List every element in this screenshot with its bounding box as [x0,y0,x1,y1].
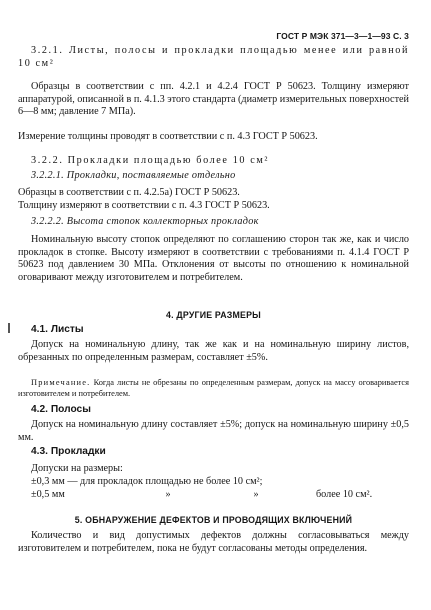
clause-3-2-1-measure: Измерение толщины проводят в соответствии с п. 4.3 ГОСТ Р 50623. [18,131,318,142]
note-text: Когда листы не обрезаны по определенным размерам, допуск на массу оговаривается изготовителем и потребителем. [18,378,410,398]
clause-3-2-2-title: 3.2.2. Прокладки площадью более 10 см² [31,155,270,166]
clause-4-3-lead: Допуски на размеры: [31,463,123,474]
clause-4-3-title [18,446,409,459]
section-4-heading: 4. ДРУГИЕ РАЗМЕРЫ [166,310,261,320]
clause-4-3-row-2 [18,489,409,502]
clause-3-2-2-1-title: 3.2.2.1. Прокладки, поставляемые отдельно [31,170,236,181]
row-2-area: более 10 см². [316,489,373,500]
clause-3-2-2-2-title: 3.2.2.2. Высота стопок коллекторных прокладок [31,216,259,227]
clause-4-1-text: Допуск на номинальную длину, так же как и на номинальную ширину листов, обрезанных по определенным размерам, составляет ±5%. [18,339,409,363]
clause-4-3-label: 4.3. Прокладки [31,446,106,457]
clause-3-2-1-title: 3.2.1. Листы, полосы и прокладки площадью менее или равной 10 см² [18,45,409,69]
clause-4-1-note [18,378,409,399]
note-label: Примечание. [31,378,91,387]
clause-3-2-1-text: Образцы в соответствии с пп. 4.2.1 и 4.2.4 ГОСТ Р 50623. Толщину измеряют аппаратурой, описанной в п. 4.1.3 этого стандарта (диаметр измерительных поверхностей 6—8 мм; давление 7 МПа). [18,81,409,118]
clause-3-2-2-2-text: Номинальную высоту стопок определяют по соглашению сторон так же, как и число прокладок в стопке. Высоту измеряют в соответствии с требованиями п. 4.1.4 ГОСТ Р 50623 под давлением 30 МПа. Отклонения от высоты по отношению к номинальной оговаривают между изготовителем и потребителем. [18,234,409,283]
clause-4-1-title [18,324,409,337]
clause-4-2-title [18,404,409,417]
clause-3-2-2-1-samples: Образцы в соответствии с п. 4.2.5а) ГОСТ Р 50623. [18,187,240,198]
section-5-heading: 5. ОБНАРУЖЕНИЕ ДЕФЕКТОВ И ПРОВОДЯЩИХ ВКЛЮЧЕНИЙ [74,515,353,525]
clause-3-2-2-1-thickness: Толщину измеряют в соответствии с п. 4.3 ГОСТ Р 50623. [18,200,270,211]
clause-4-3-row-1: ±0,3 мм — для прокладок площадью не более 10 см²; [31,476,263,487]
clause-4-2-text: Допуск на номинальную длину составляет ±5%; допуск на номинальную ширину ±0,5 мм. [18,419,409,443]
section-5-text: Количество и вид допустимых дефектов должны согласовываться между изготовителем и потребителем, пока не будут согласованы методы определения. [18,530,409,554]
clause-4-2-label: 4.2. Полосы [31,404,91,415]
margin-mark [8,323,10,333]
page-header: ГОСТ Р МЭК 371—3—1—93 С. 3 [276,31,409,41]
row-2-tolerance: ±0,5 мм [31,489,65,500]
row-2-ditto-1: » [165,489,171,500]
row-2-ditto-2: » [253,489,259,500]
clause-4-1-label: 4.1. Листы [31,324,84,335]
